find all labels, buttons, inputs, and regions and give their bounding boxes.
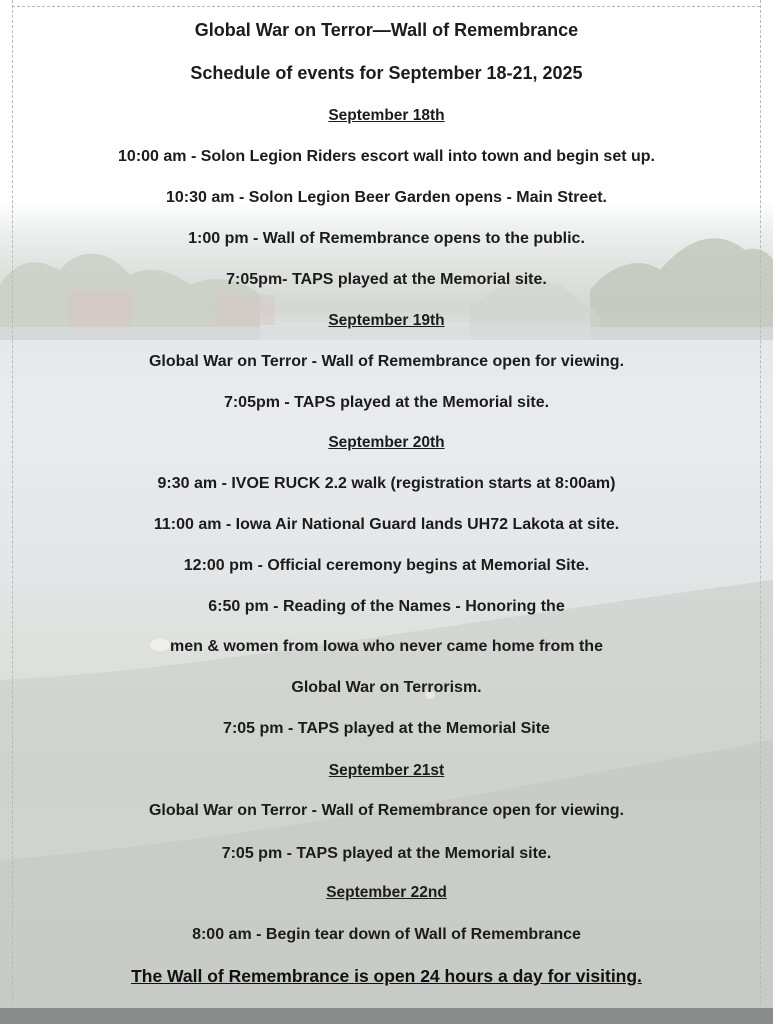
event-item: 7:05pm - TAPS played at the Memorial site. (223, 394, 550, 411)
event-item: 8:00 am - Begin tear down of Wall of Remembrance (192, 926, 581, 943)
event-item: men & women from Iowa who never came home from the (170, 638, 603, 655)
event-item: Global War on Terror - Wall of Remembrance open for viewing. (148, 353, 625, 370)
day-heading-sep-21: September 21st (328, 762, 445, 779)
day-heading-sep-19: September 19th (328, 312, 445, 329)
event-item: 6:50 pm - Reading of the Names - Honoring the (208, 598, 565, 615)
bottom-edge-bar (0, 1008, 773, 1024)
event-item: Global War on Terrorism. (291, 679, 482, 696)
event-item: 12:00 pm - Official ceremony begins at Memorial Site. (183, 557, 590, 574)
page-subtitle: Schedule of events for September 18-21, 2025 (190, 63, 583, 83)
event-item: 10:00 am - Solon Legion Riders escort wall into town and begin set up. (118, 148, 655, 165)
top-border (12, 6, 760, 7)
page-title: Global War on Terror—Wall of Remembrance (194, 20, 579, 40)
event-item: 9:30 am - IVOE RUCK 2.2 walk (registration starts at 8:00am) (157, 475, 616, 492)
event-item: 1:00 pm - Wall of Remembrance opens to the public. (188, 230, 585, 247)
event-item: Global War on Terror - Wall of Remembrance open for viewing. (148, 802, 625, 819)
day-heading-sep-18: September 18th (328, 107, 445, 124)
event-item: 10:30 am - Solon Legion Beer Garden opens - Main Street. (166, 189, 607, 206)
event-item: 7:05 pm - TAPS played at the Memorial Site (223, 720, 550, 737)
day-heading-sep-20: September 20th (328, 434, 445, 451)
event-item: 7:05 pm - TAPS played at the Memorial site. (221, 845, 552, 862)
day-heading-sep-22: September 22nd (326, 884, 447, 901)
event-item: 11:00 am - Iowa Air National Guard lands UH72 Lakota at site. (153, 516, 620, 533)
event-item: 7:05pm- TAPS played at the Memorial site. (226, 271, 547, 288)
footer-note: The Wall of Remembrance is open 24 hours a day for visiting. (131, 966, 642, 986)
memorial-ground-image (0, 560, 773, 1024)
